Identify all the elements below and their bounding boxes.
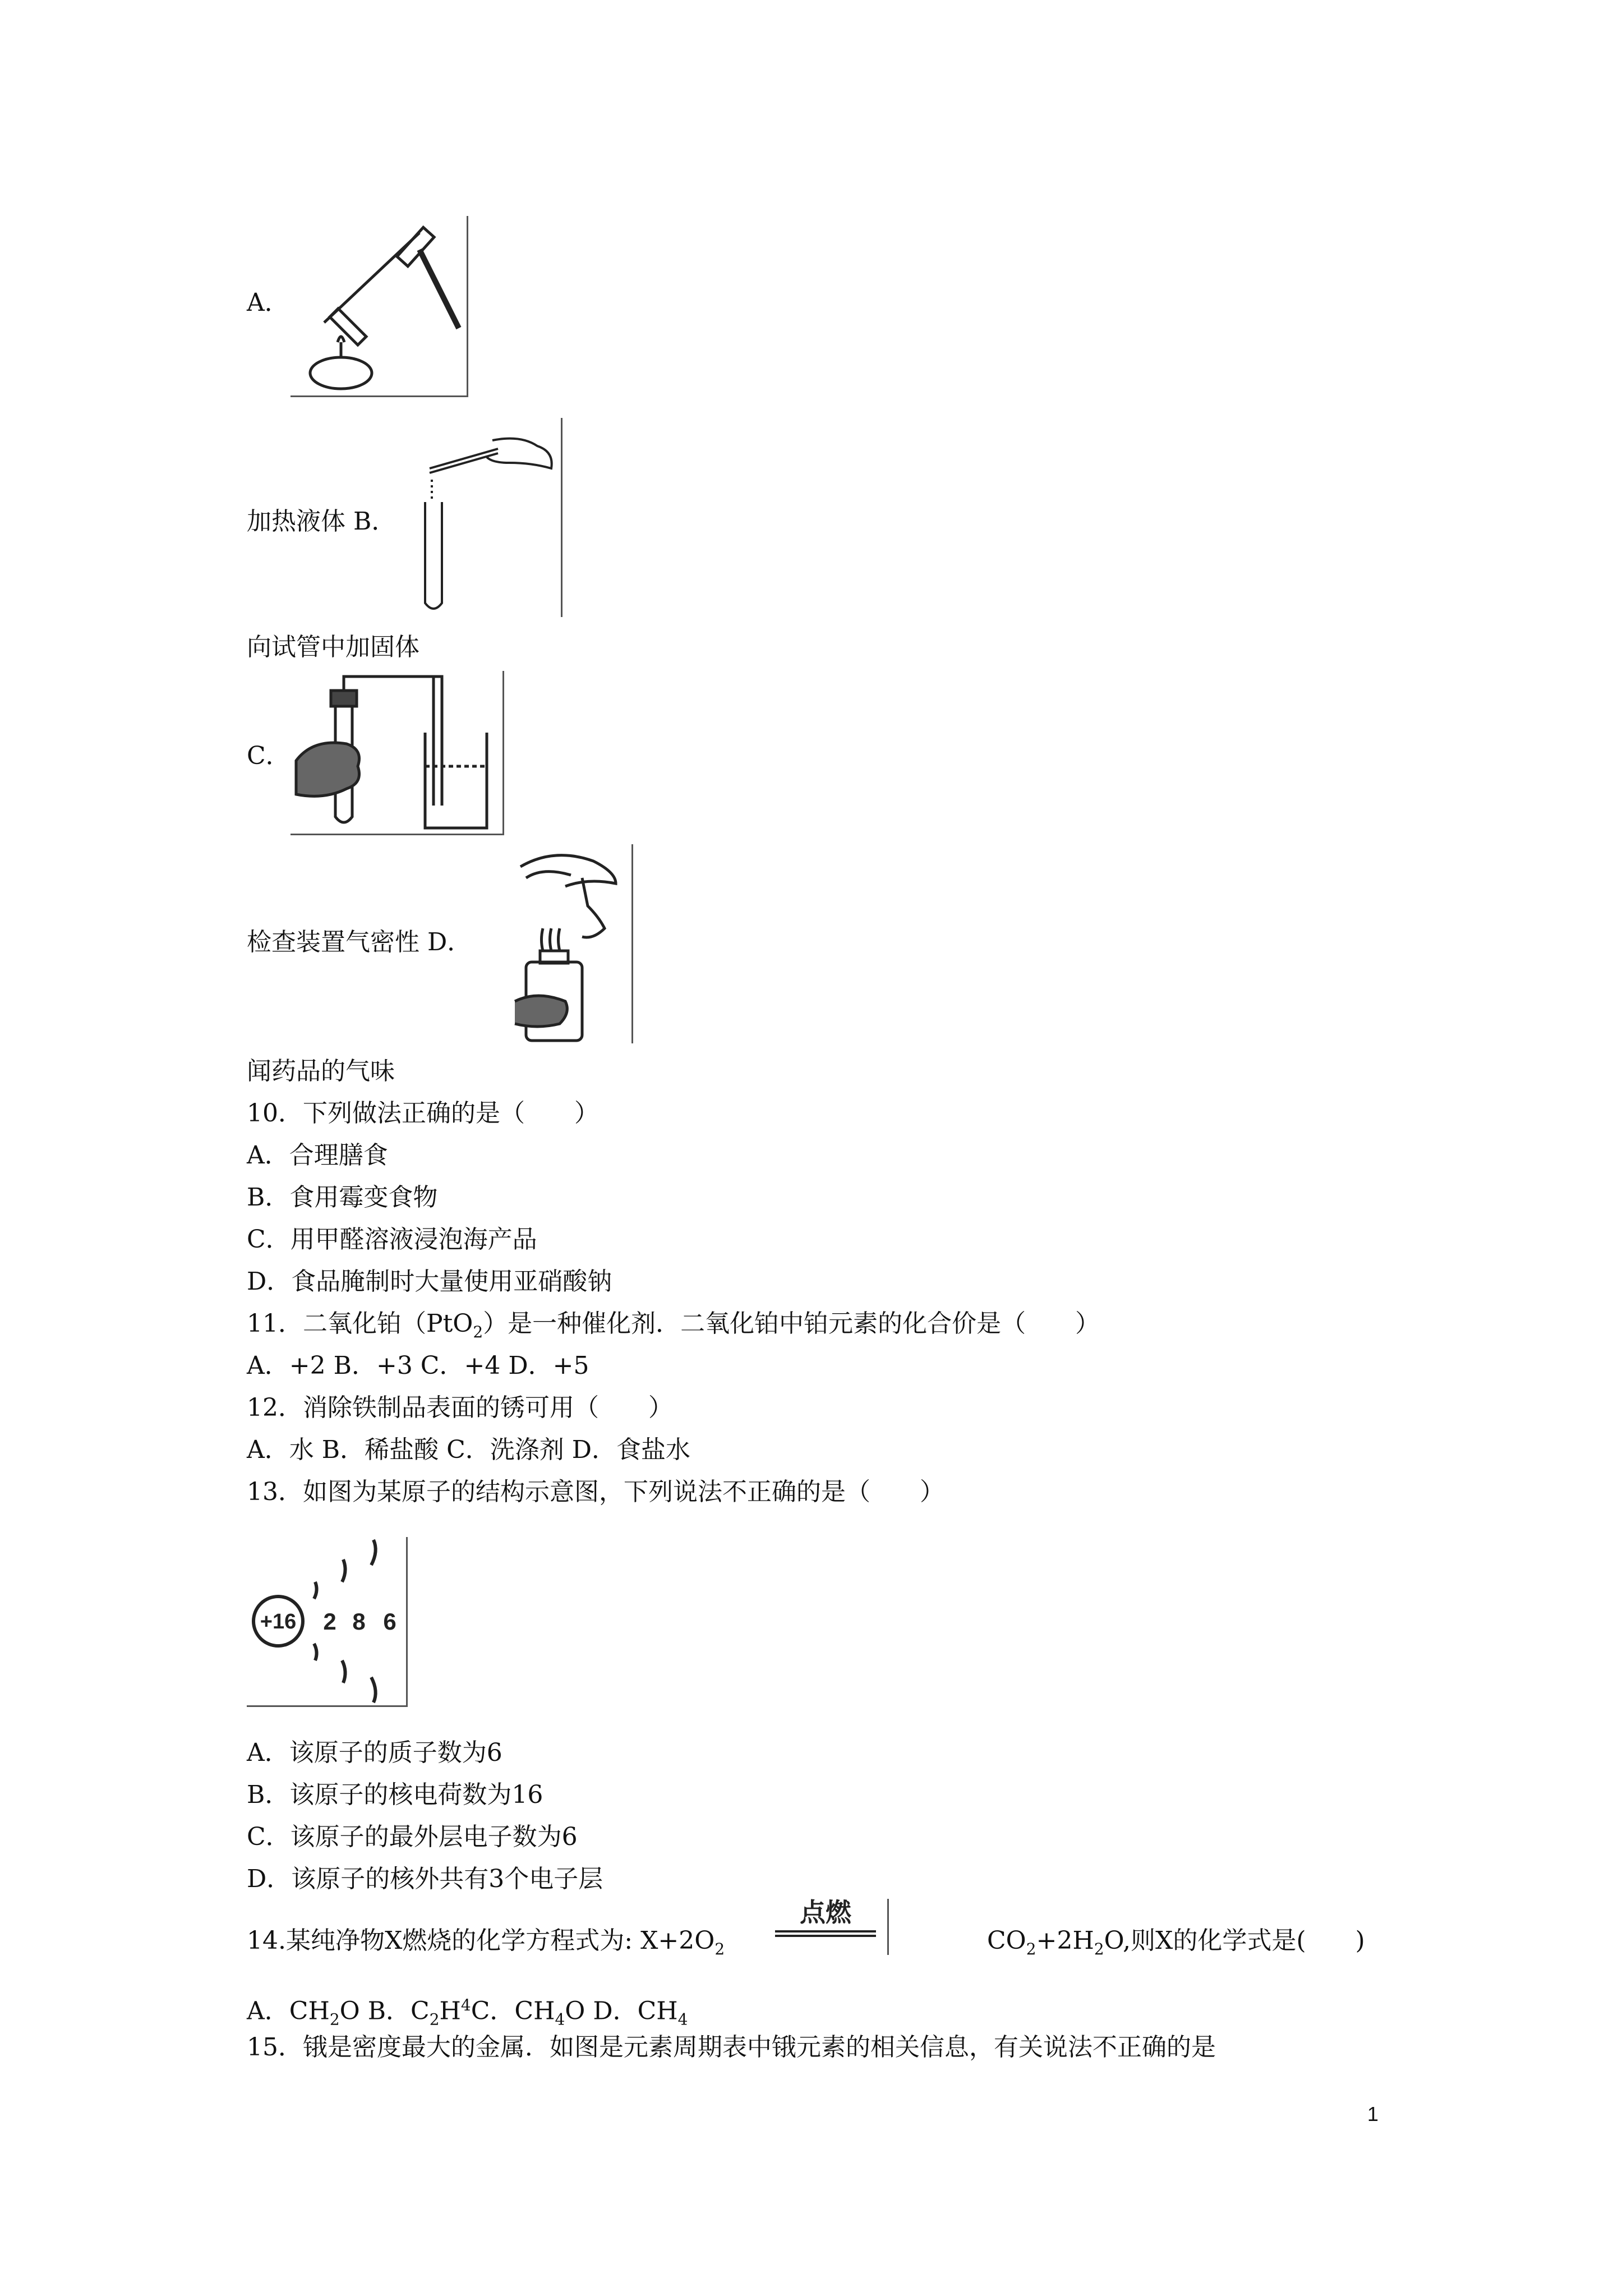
option-d-label: D． (427, 928, 472, 956)
q14-stem: 14.某纯净物X燃烧的化学方程式为: $X+2O_2$ (247, 1926, 725, 1958)
adding-solid-figure (414, 418, 562, 617)
caption-row-a (247, 505, 396, 539)
reaction-condition-arrow (775, 1899, 889, 1955)
caption-b: 向试管中加固体 (247, 633, 419, 661)
q11-stem: 11．二氧化铂（PtO$_2$）是一种催化剂．二氧化铂中铂元素的化合价是（ ） (247, 1309, 1100, 1341)
option-b-label: B． (353, 507, 396, 536)
q10-option-b: B．食用霉变食物 (247, 1183, 438, 1212)
q10-option-a: A．合理膳食 (247, 1141, 388, 1170)
airtightness-check-figure (291, 671, 504, 835)
q13-option-c: C．该原子的最外层电子数为6 (247, 1823, 578, 1851)
q10-option-d: D．食品腌制时大量使用亚硝酸钠 (247, 1267, 612, 1296)
q13-option-d: D．该原子的核外共有3个电子层 (247, 1865, 603, 1893)
q12-options: A．水 B．稀盐酸 C．洗涤剂 D．食盐水 (247, 1435, 691, 1464)
reaction-condition: 点燃 (800, 1899, 851, 1927)
nucleus-charge: +16 (260, 1610, 297, 1634)
q14-options: A．$CH_2O$ B．$C_2H^4C$．$CH_4O$ D．$CH_4$ (247, 1996, 688, 2029)
q13-stem: 13．如图为某原子的结构示意图，下列说法不正确的是（ ） (247, 1478, 944, 1506)
shell-3-electrons: 6 (383, 1608, 396, 1635)
q15-stem: 15．锇是密度最大的金属．如图是元素周期表中锇元素的相关信息，有关说法不正确的是 (247, 2033, 1216, 2062)
q10-option-c: C．用甲醛溶液浸泡海产品 (247, 1225, 537, 1254)
option-c-label: C． (247, 742, 291, 770)
q11-options: A．+2 B．+3 C．+4 D．+5 (247, 1351, 589, 1380)
shell-1-electrons: 2 (323, 1608, 336, 1635)
smelling-chemicals-figure (504, 844, 633, 1043)
q12-stem: 12．消除铁制品表面的锈可用（ ） (247, 1393, 673, 1422)
q10-stem: 10．下列做法正确的是（ ） (247, 1099, 599, 1128)
q13-option-a: A．该原子的质子数为6 (247, 1738, 502, 1767)
atom-structure-diagram (247, 1537, 408, 1707)
caption-d: 闻药品的气味 (247, 1057, 395, 1085)
caption-a: 加热液体 (247, 507, 345, 536)
q14-products: $CO_2+2H_2O$,则X的化学式是( ) (987, 1926, 1365, 1958)
option-a-label: A． (247, 288, 289, 317)
caption-row-c (247, 926, 472, 959)
heating-liquid-figure (291, 216, 468, 397)
q13-option-b: B．该原子的核电荷数为16 (247, 1780, 543, 1809)
caption-c: 检查装置气密性 (247, 928, 419, 956)
shell-2-electrons: 8 (352, 1608, 366, 1635)
page-number: 1 (1367, 2102, 1379, 2125)
